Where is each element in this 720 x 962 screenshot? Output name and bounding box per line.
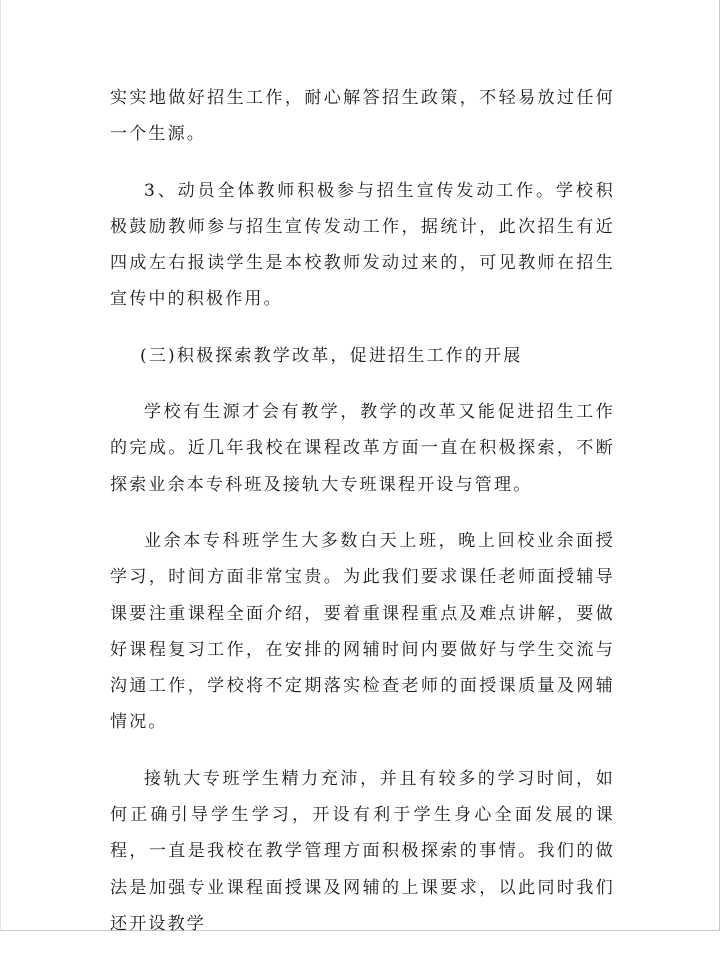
paragraph-teaching-reform: 学校有生源才会有教学，教学的改革又能促进招生工作的完成。近几年我校在课程改革方面一直在积极探索，不断探索业余本专科班及接轨大专班课程开设与管理。 [110,402,615,495]
paragraph-continuation: 实实地做好招生工作，耐心解答招生政策，不轻易放过任何一个生源。 [110,88,615,145]
paragraph-junior-college-class: 接轨大专班学生精力充沛，并且有较多的学习时间，如何正确引导学生学习，开设有利于学生身心全面发展的课程，一直是我校在教学管理方面积极探索的事情。我们的做法是加强专业课程面授课及网辅的上课要求，以此同时我们还开设教学 [110,768,615,934]
paragraph-part-time-class: 业余本专科班学生大多数白天上班，晚上回校业余面授学习，时间方面非常宝贵。为此我们要求课任老师面授辅导课要注重课程全面介绍，要着重课程重点及难点讲解，要做好课程复习工作，在安排的网辅时间内要做好与学生交流与沟通工作，学校将不定期落实检查老师的面授课质量及网辅情况。 [110,530,615,733]
section-heading: (三)积极探索教学改革，促进招生工作的开展 [140,345,523,366]
paragraph-item-3: 3、动员全体教师积极参与招生宣传发动工作。学校积极鼓励教师参与招生宣传发动工作，据统计，此次招生有近四成左右报读学生是本校教师发动过来的，可见教师在招生宣传中的积极作用。 [110,180,615,310]
document-body [110,80,615,962]
